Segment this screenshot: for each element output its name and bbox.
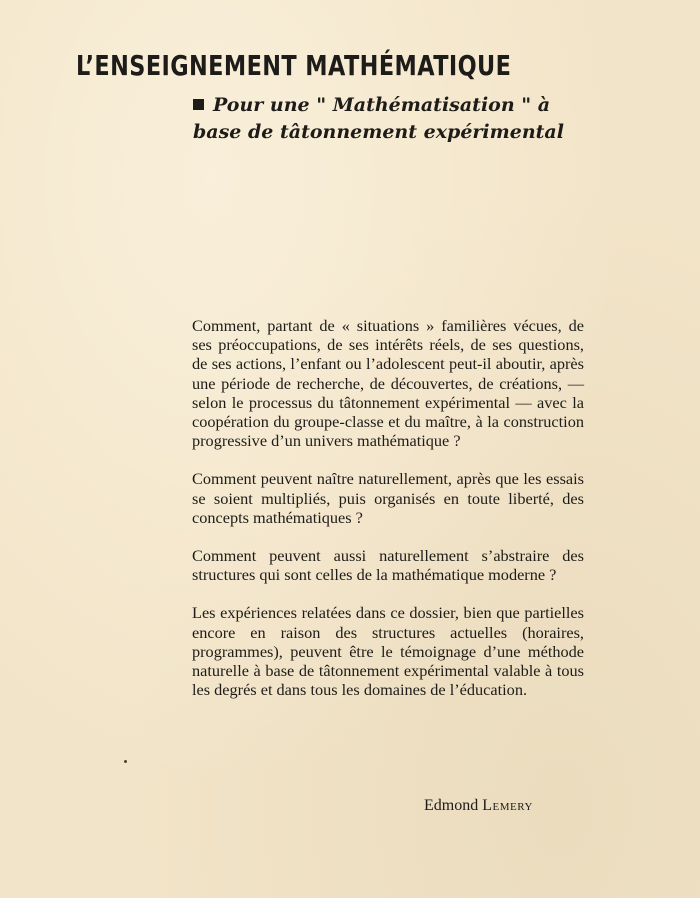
article-body [192,316,584,699]
author-last-name: Lemery [482,797,533,814]
subtitle [193,92,603,146]
paragraph-2: Comment peuvent naître naturellement, après que les essais se soient multipliés, puis organisés en toute liberté, des concepts mathématiques ? [192,469,584,527]
author-signature [424,796,584,816]
subtitle-line-2: base de tâtonnement expérimental [193,121,564,143]
paragraph-3: Comment peuvent aussi naturellement s’abstraire des structures qui sont celles de la mathématique moderne ? [192,546,584,585]
subtitle-line-1: Pour une " Mathématisation " à [213,94,551,116]
paragraph-1: Comment, partant de « situations » familières vécues, de ses préoccupations, de ses intérêts réels, de ses questions, de ses actions, l’enfant ou l’adolescent peut-il aboutir, après une période de recherche, de découvertes, de créations, — selon le processus du tâtonnement expérimental — avec la coopération du groupe-classe et du maître, à la construction progressive d’un univers mathématique ? [192,316,584,451]
author-first-name: Edmond [424,797,483,814]
square-bullet-icon [193,99,204,110]
paper-speck [124,760,127,763]
page-title: L’ENSEIGNEMENT MATHÉMATIQUE [76,49,512,82]
paragraph-4: Les expériences relatées dans ce dossier, bien que partielles encore en raison des structures actuelles (horaires, programmes), peuvent être le témoignage d’une méthode naturelle à base de tâtonnement expérimental valable à tous les degrés et dans tous les domaines de l’éducation. [192,603,584,700]
